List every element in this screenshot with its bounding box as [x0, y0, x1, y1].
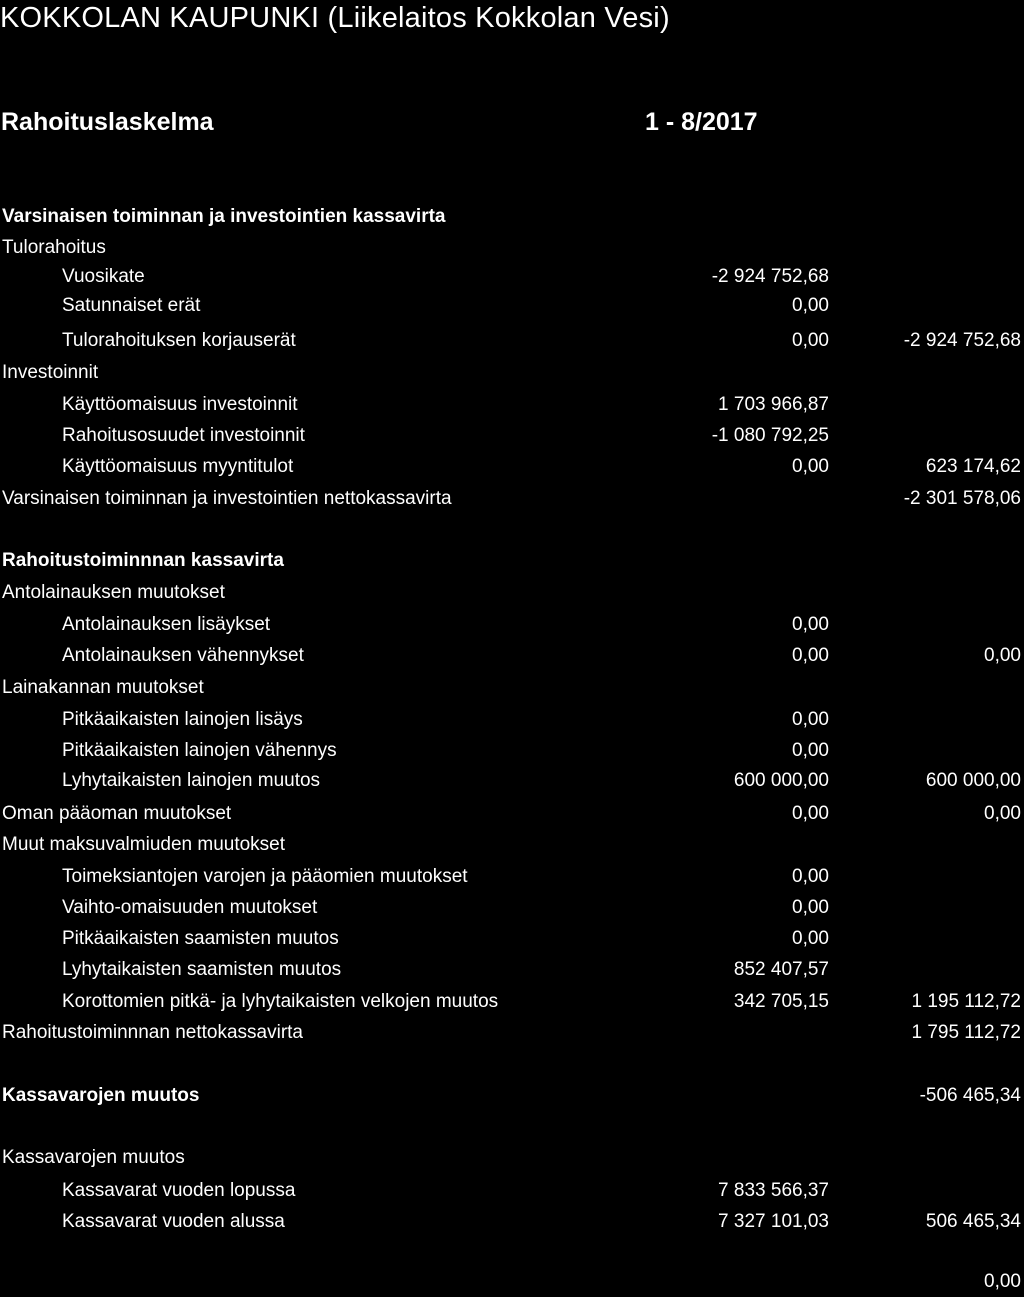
row-label: Varsinaisen toiminnan ja investointien kassavirta: [2, 206, 446, 227]
row-label: Kassavarat vuoden alussa: [62, 1211, 285, 1232]
row-label: Pitkäaikaisten saamisten muutos: [62, 928, 339, 949]
row-total: -2 301 578,06: [903, 488, 1021, 509]
row-label: Lyhytaikaisten saamisten muutos: [62, 959, 342, 980]
statement-row: [0, 358, 1024, 388]
row-label: Vaihto-omaisuuden muutokset: [62, 897, 318, 918]
row-value: 0,00: [792, 803, 829, 824]
row-label: Tulorahoitus: [2, 237, 106, 258]
row-label: Muut maksuvalmiuden muutokset: [2, 834, 286, 855]
row-label: Korottomien pitkä- ja lyhytaikaisten velkojen muutos: [62, 991, 499, 1012]
row-label: Investoinnit: [2, 362, 99, 383]
row-value: 0,00: [792, 330, 829, 351]
row-value: 7 833 566,37: [718, 1180, 829, 1201]
row-label: Antolainauksen lisäykset: [62, 614, 271, 635]
row-label: Rahoitustoiminnnan kassavirta: [2, 550, 284, 571]
row-label: Tulorahoituksen korjauserät: [62, 330, 296, 351]
statement-row: [0, 390, 1024, 420]
statement-row: [0, 893, 1024, 923]
statement-row: [0, 484, 1024, 514]
row-value: 0,00: [792, 866, 829, 887]
row-value: 0,00: [792, 295, 829, 316]
statement-row: [0, 955, 1024, 985]
statement-row: [0, 1267, 1024, 1297]
statement-row: [0, 924, 1024, 954]
row-total: 0,00: [984, 645, 1021, 666]
statement-row: [0, 421, 1024, 451]
row-total: -2 924 752,68: [903, 330, 1021, 351]
row-total: 1 795 112,72: [911, 1022, 1021, 1043]
row-value: 7 327 101,03: [718, 1211, 829, 1232]
statement-row: [0, 1207, 1024, 1237]
statement-row: [0, 1176, 1024, 1206]
row-label: Rahoitusosuudet investoinnit: [62, 425, 305, 446]
statement-row: [0, 326, 1024, 356]
period-label: 1 - 8/2017: [645, 108, 758, 136]
statement-row: [0, 799, 1024, 829]
row-label: Toimeksiantojen varojen ja pääomien muutokset: [62, 866, 468, 887]
row-label: Käyttöomaisuus myyntitulot: [62, 456, 294, 477]
row-value: 0,00: [792, 614, 829, 635]
row-label: Pitkäaikaisten lainojen lisäys: [62, 709, 303, 730]
statement-row: [0, 202, 1024, 232]
row-value: -2 924 752,68: [711, 266, 829, 287]
row-label: Kassavarat vuoden lopussa: [62, 1180, 296, 1201]
row-label: Satunnaiset erät: [62, 295, 201, 316]
row-value: 0,00: [792, 740, 829, 761]
row-total: -506 465,34: [919, 1085, 1021, 1106]
row-label: Lainakannan muutokset: [2, 677, 204, 698]
statement-row: [0, 578, 1024, 608]
statement-row: [0, 705, 1024, 735]
row-label: Oman pääoman muutokset: [2, 803, 232, 824]
statement-row: [0, 1018, 1024, 1048]
row-label: Antolainauksen vähennykset: [62, 645, 304, 666]
row-value: 0,00: [792, 645, 829, 666]
row-label: Lyhytaikaisten lainojen muutos: [62, 770, 321, 791]
statement-row: [0, 673, 1024, 703]
row-label: Kassavarojen muutos: [2, 1085, 200, 1106]
row-total: 623 174,62: [925, 456, 1021, 477]
row-label: Kassavarojen muutos: [2, 1147, 185, 1168]
row-total: 0,00: [984, 803, 1021, 824]
row-total: 600 000,00: [925, 770, 1021, 791]
statement-title: Rahoituslaskelma: [1, 108, 214, 136]
row-label: Vuosikate: [62, 266, 145, 287]
row-label: Rahoitustoiminnnan nettokassavirta: [2, 1022, 304, 1043]
row-total: 1 195 112,72: [911, 991, 1021, 1012]
statement-row: [0, 262, 1024, 292]
row-value: 0,00: [792, 897, 829, 918]
row-value: 342 705,15: [733, 991, 829, 1012]
row-value: 600 000,00: [733, 770, 829, 791]
statement-row: [0, 830, 1024, 860]
statement-row: [0, 987, 1024, 1017]
row-total: 506 465,34: [925, 1211, 1021, 1232]
row-value: 0,00: [792, 928, 829, 949]
row-label: Antolainauksen muutokset: [2, 582, 225, 603]
statement-row: [0, 452, 1024, 482]
row-value: 0,00: [792, 709, 829, 730]
row-value: 852 407,57: [733, 959, 829, 980]
organization-title: KOKKOLAN KAUPUNKI (Liikelaitos Kokkolan Vesi): [0, 2, 670, 34]
statement-row: [0, 1081, 1024, 1111]
statement-row: [0, 736, 1024, 766]
statement-row: [0, 766, 1024, 796]
row-total: 0,00: [984, 1271, 1021, 1292]
row-value: -1 080 792,25: [711, 425, 829, 446]
row-label: Varsinaisen toiminnan ja investointien nettokassavirta: [2, 488, 452, 509]
row-label: Pitkäaikaisten lainojen vähennys: [62, 740, 337, 761]
statement-row: [0, 641, 1024, 671]
statement-row: [0, 233, 1024, 263]
statement-row: [0, 546, 1024, 576]
row-value: 0,00: [792, 456, 829, 477]
statement-row: [0, 291, 1024, 321]
statement-row: [0, 610, 1024, 640]
row-value: 1 703 966,87: [718, 394, 829, 415]
row-label: Käyttöomaisuus investoinnit: [62, 394, 298, 415]
statement-row: [0, 862, 1024, 892]
statement-row: [0, 1143, 1024, 1173]
